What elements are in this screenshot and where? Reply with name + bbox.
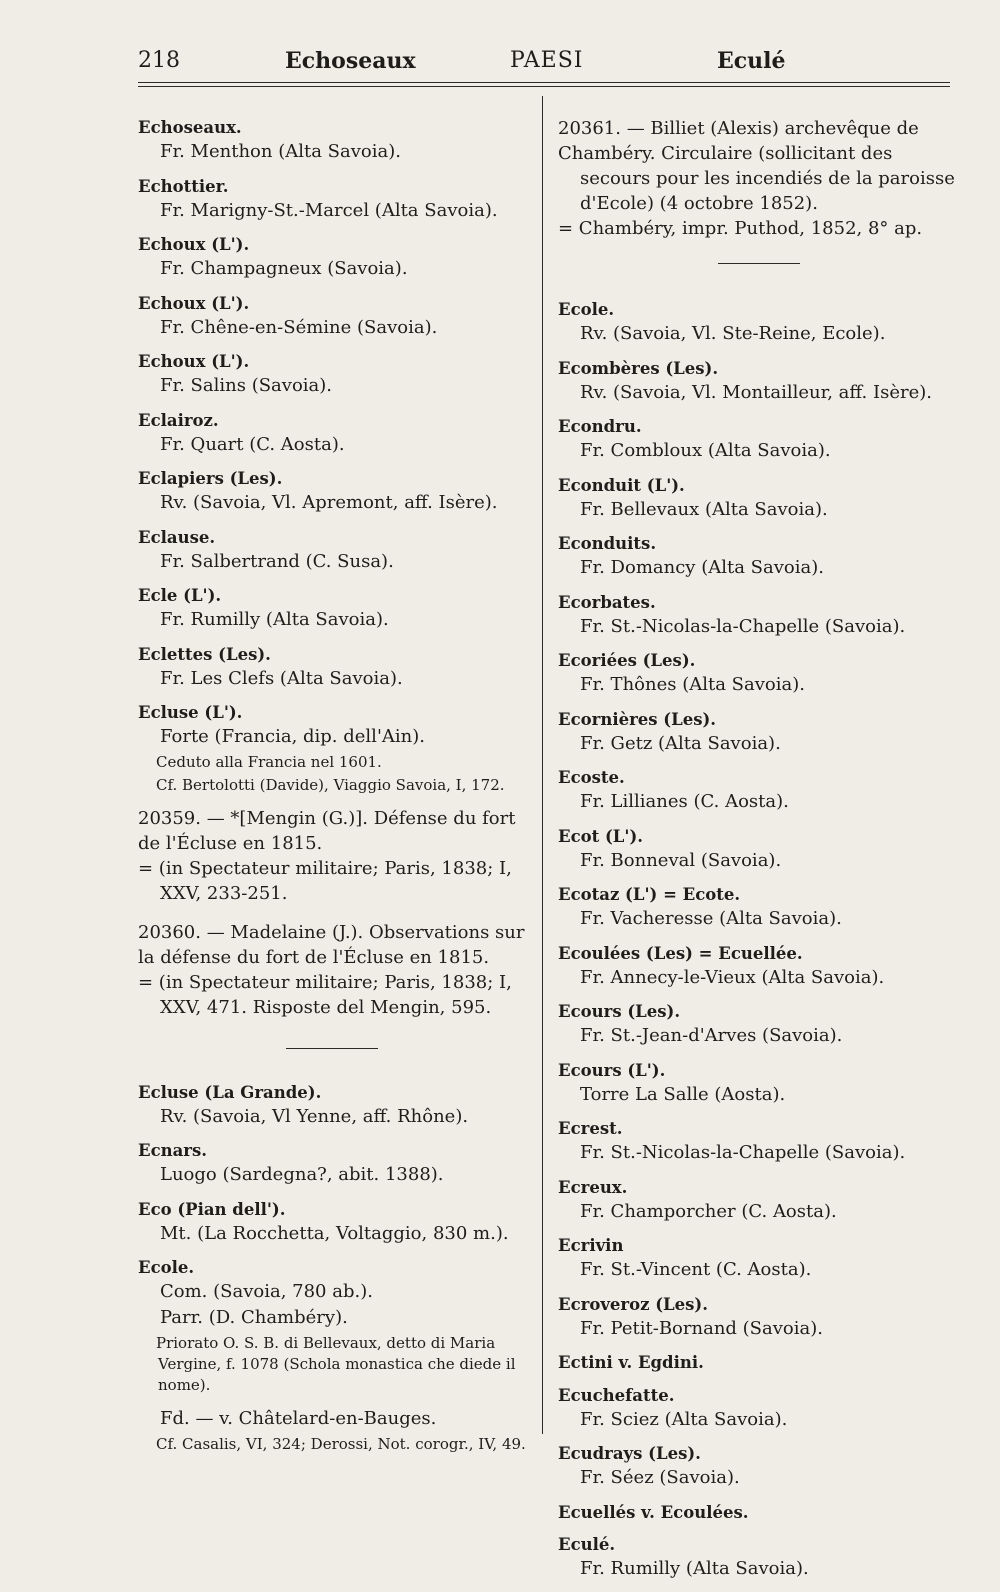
- entry-headword: Eclause.: [138, 527, 216, 547]
- entry-note: Priorato O. S. B. di Bellevaux, detto di Maria Vergine, f. 1078 (Schola monastica che diede il nome).: [156, 1334, 516, 1394]
- entry-location: Fr. Champorcher (C. Aosta).: [580, 1200, 837, 1222]
- section-separator: [718, 263, 800, 264]
- gazetteer-entry: [138, 233, 534, 282]
- reference-title-line: 20360. — Madelaine (J.). Observations sur: [138, 921, 525, 943]
- entry-headword: Echoux (L').: [138, 293, 250, 313]
- entry-location: Fr. Salbertrand (C. Susa).: [160, 550, 394, 572]
- entry-headword: Ectini v. Egdini.: [558, 1353, 704, 1372]
- entry-headword: Echottier.: [138, 176, 229, 196]
- gazetteer-entry: [138, 1081, 534, 1130]
- gazetteer-entry: [558, 591, 956, 640]
- entry-location: Luogo (Sardegna?, abit. 1388).: [160, 1164, 444, 1185]
- entry-location: Rv. (Savoia, Vl. Apremont, aff. Isère).: [160, 492, 498, 513]
- entry-location: Fr. Chêne-en-Sémine (Savoia).: [160, 316, 438, 338]
- column-divider: [542, 96, 543, 1434]
- entry-note: Cf. Bertolotti (Davide), Viaggio Savoia, I, 172.: [156, 776, 505, 794]
- entry-headword: Ecreux.: [558, 1177, 628, 1197]
- entry-headword: Ecluse (L').: [138, 703, 243, 722]
- gazetteer-entry: [558, 883, 956, 932]
- gazetteer-entry: [558, 415, 956, 464]
- gazetteer-entry: [138, 467, 534, 516]
- entry-location: Fr. Bellevaux (Alta Savoia).: [580, 498, 828, 520]
- entry-headword: Ecrest.: [558, 1119, 623, 1138]
- entry-headword: Eco (Pian dell').: [138, 1199, 286, 1219]
- gazetteer-entry: [558, 649, 956, 698]
- gazetteer-entry: [558, 474, 956, 523]
- page-header: [138, 48, 950, 82]
- entry-headword: Ecotaz (L') = Ecote.: [558, 885, 741, 904]
- left-running-head: Echoseaux: [285, 48, 416, 74]
- center-running-head: PAESI: [510, 48, 584, 73]
- reference-continuation: = Chambéry, impr. Puthod, 1852, 8° ap.: [558, 218, 923, 239]
- entry-location: Fr. St.-Nicolas-la-Chapelle (Savoia).: [580, 1142, 906, 1163]
- entry-headword: Echoux (L').: [138, 235, 250, 254]
- gazetteer-entry: [558, 1059, 956, 1108]
- entry-headword: Ecuellés v. Ecoulées.: [558, 1502, 749, 1522]
- entry-headword: Econduit (L').: [558, 475, 685, 495]
- entry-headword: Ecoriées (Les).: [558, 651, 696, 670]
- entry-location: Fr. St.-Nicolas-la-Chapelle (Savoia).: [580, 615, 906, 637]
- reference-title-line: 20361. — Billiet (Alexis) archevêque de: [558, 118, 919, 139]
- reference-continuation: la défense du fort de l'Écluse en 1815.: [138, 946, 490, 968]
- gazetteer-entry: [138, 643, 534, 692]
- entry-headword: Ecours (L').: [558, 1060, 666, 1080]
- gazetteer-entry: [138, 584, 534, 633]
- gazetteer-entry: [138, 175, 534, 224]
- entry-headword: Ecrivin: [558, 1236, 624, 1255]
- gazetteer-entry: [558, 1234, 956, 1283]
- entry-location: Fr. Annecy-le-Vieux (Alta Savoia).: [580, 966, 885, 988]
- entry-location: Fr. Quart (C. Aosta).: [160, 433, 345, 455]
- entry-headword: Ecours (Les).: [558, 1002, 681, 1021]
- entry-location: Fr. Combloux (Alta Savoia).: [580, 440, 831, 461]
- entry-location: Fr. Getz (Alta Savoia).: [580, 732, 781, 754]
- gazetteer-entry: [138, 1256, 534, 1396]
- header-rule: [138, 82, 950, 83]
- entry-location: Fr. Les Clefs (Alta Savoia).: [160, 667, 403, 689]
- gazetteer-entry: [138, 1198, 534, 1247]
- entry-location: Fr. Lillianes (C. Aosta).: [580, 791, 789, 812]
- entry-headword: Eclapiers (Les).: [138, 469, 283, 488]
- gazetteer-entry: [138, 116, 534, 165]
- gazetteer-entry: [138, 409, 534, 458]
- entry-headword: Echoseaux.: [138, 118, 242, 137]
- gazetteer-entry: [558, 357, 956, 406]
- entry-headword: Ecot (L').: [558, 826, 644, 846]
- entry-location: Fd. — v. Châtelard-en-Bauges.: [160, 1407, 437, 1429]
- entry-location: Forte (Francia, dip. dell'Ain).: [160, 726, 425, 747]
- gazetteer-entry: [558, 1176, 956, 1225]
- entry-location: Torre La Salle (Aosta).: [580, 1083, 786, 1105]
- entry-location: Parr. (D. Chambéry).: [160, 1307, 348, 1328]
- entry-location: Fr. Petit-Bornand (Savoia).: [580, 1317, 823, 1339]
- gazetteer-entry: [558, 708, 956, 757]
- entry-headword: Ecuchefatte.: [558, 1385, 675, 1405]
- entry-location: Fr. Bonneval (Savoia).: [580, 849, 782, 871]
- entry-location: Rv. (Savoia, Vl Yenne, aff. Rhône).: [160, 1105, 469, 1127]
- gazetteer-entry: [558, 532, 956, 581]
- left-column: [138, 116, 534, 1464]
- entry-location: Rv. (Savoia, Vl. Montailleur, aff. Isère).: [580, 381, 932, 403]
- gazetteer-entry: [558, 1533, 956, 1582]
- entry-location: Fr. Séez (Savoia).: [580, 1467, 740, 1488]
- section-separator: [286, 1048, 378, 1049]
- bibliographic-reference: [558, 116, 956, 241]
- entry-headword: Ecole.: [558, 300, 615, 319]
- gazetteer-entry: [558, 298, 956, 347]
- entry-headword: Ecnars.: [138, 1141, 208, 1160]
- entry-location: Fr. Rumilly (Alta Savoia).: [160, 609, 389, 630]
- gazetteer-entry: [558, 766, 956, 815]
- entry-location: Fr. Champagneux (Savoia).: [160, 258, 408, 279]
- gazetteer-entry: [138, 1406, 534, 1455]
- entry-headword: Econdru.: [558, 417, 642, 436]
- entry-headword: Ecoste.: [558, 768, 625, 787]
- entry-location: Fr. Thônes (Alta Savoia).: [580, 674, 805, 695]
- reference-continuation: = (in Spectateur militaire; Paris, 1838; I, XXV, 471. Risposte del Mengin, 595.: [138, 971, 512, 1018]
- entry-location: Fr. St.-Jean-d'Arves (Savoia).: [580, 1025, 843, 1046]
- bibliographic-reference: [138, 806, 534, 906]
- reference-continuation: = (in Spectateur militaire; Paris, 1838; I, XXV, 233-251.: [138, 857, 512, 904]
- entry-note: Ceduto alla Francia nel 1601.: [156, 753, 382, 771]
- entry-headword: Eclettes (Les).: [138, 644, 271, 664]
- entry-note: Cf. Casalis, VI, 324; Derossi, Not. corogr., IV, 49.: [156, 1434, 526, 1453]
- entry-headword: Ecornières (Les).: [558, 709, 717, 729]
- gazetteer-entry: [558, 1117, 956, 1166]
- entry-headword: Ecole.: [138, 1258, 195, 1277]
- entry-location: Fr. Salins (Savoia).: [160, 375, 333, 396]
- bibliographic-reference: [138, 920, 534, 1020]
- gazetteer-entry: [558, 1501, 956, 1524]
- entry-headword: Echoux (L').: [138, 352, 250, 371]
- gazetteer-entry: [558, 1293, 956, 1342]
- header-rule-second: [138, 86, 950, 87]
- reference-continuation: de l'Écluse en 1815.: [138, 832, 323, 854]
- right-running-head: Eculé: [717, 48, 786, 74]
- entry-location: Fr. Rumilly (Alta Savoia).: [580, 1558, 809, 1579]
- entry-headword: Ecle (L').: [138, 586, 222, 605]
- gazetteer-entry: [558, 825, 956, 874]
- entry-location: Fr. Domancy (Alta Savoia).: [580, 557, 824, 578]
- entry-location: Fr. Vacheresse (Alta Savoia).: [580, 908, 842, 929]
- entry-location: Fr. Menthon (Alta Savoia).: [160, 141, 401, 162]
- entry-headword: Ecudrays (Les).: [558, 1444, 701, 1463]
- entry-location: Rv. (Savoia, Vl. Ste-Reine, Ecole).: [580, 323, 886, 344]
- gazetteer-entry: [558, 1351, 956, 1374]
- reference-continuation: Chambéry. Circulaire (sollicitant des secours pour les incendiés de la paroisse d'Ecole) (4 octobre 1852).: [558, 143, 955, 214]
- entry-location: Mt. (La Rocchetta, Voltaggio, 830 m.).: [160, 1222, 509, 1244]
- entry-location: Fr. Marigny-St.-Marcel (Alta Savoia).: [160, 199, 498, 221]
- gazetteer-entry: [138, 350, 534, 399]
- gazetteer-entry: [558, 942, 956, 991]
- entry-headword: Ecorbates.: [558, 592, 656, 612]
- gazetteer-entry: [138, 701, 534, 796]
- gazetteer-entry: [558, 1384, 956, 1433]
- entry-headword: Ecombères (Les).: [558, 358, 719, 378]
- gazetteer-entry: [138, 1139, 534, 1188]
- reference-title-line: 20359. — *[Mengin (G.)]. Défense du fort: [138, 807, 516, 829]
- entry-headword: Ecluse (La Grande).: [138, 1082, 322, 1102]
- entry-headword: Ecoulées (Les) = Ecuellée.: [558, 943, 803, 963]
- entry-location: Fr. Sciez (Alta Savoia).: [580, 1408, 788, 1430]
- right-column: [558, 116, 956, 1592]
- entry-location: Fr. St.-Vincent (C. Aosta).: [580, 1259, 812, 1280]
- entry-headword: Ecroveroz (Les).: [558, 1294, 708, 1314]
- entry-headword: Eclairoz.: [138, 410, 219, 430]
- gazetteer-entry: [138, 526, 534, 575]
- entry-location: Com. (Savoia, 780 ab.).: [160, 1281, 373, 1302]
- entry-headword: Econduits.: [558, 534, 657, 553]
- gazetteer-entry: [558, 1000, 956, 1049]
- gazetteer-entry: [138, 292, 534, 341]
- gazetteer-entry: [558, 1442, 956, 1491]
- entry-headword: Eculé.: [558, 1535, 616, 1554]
- page-number: 218: [138, 48, 180, 73]
